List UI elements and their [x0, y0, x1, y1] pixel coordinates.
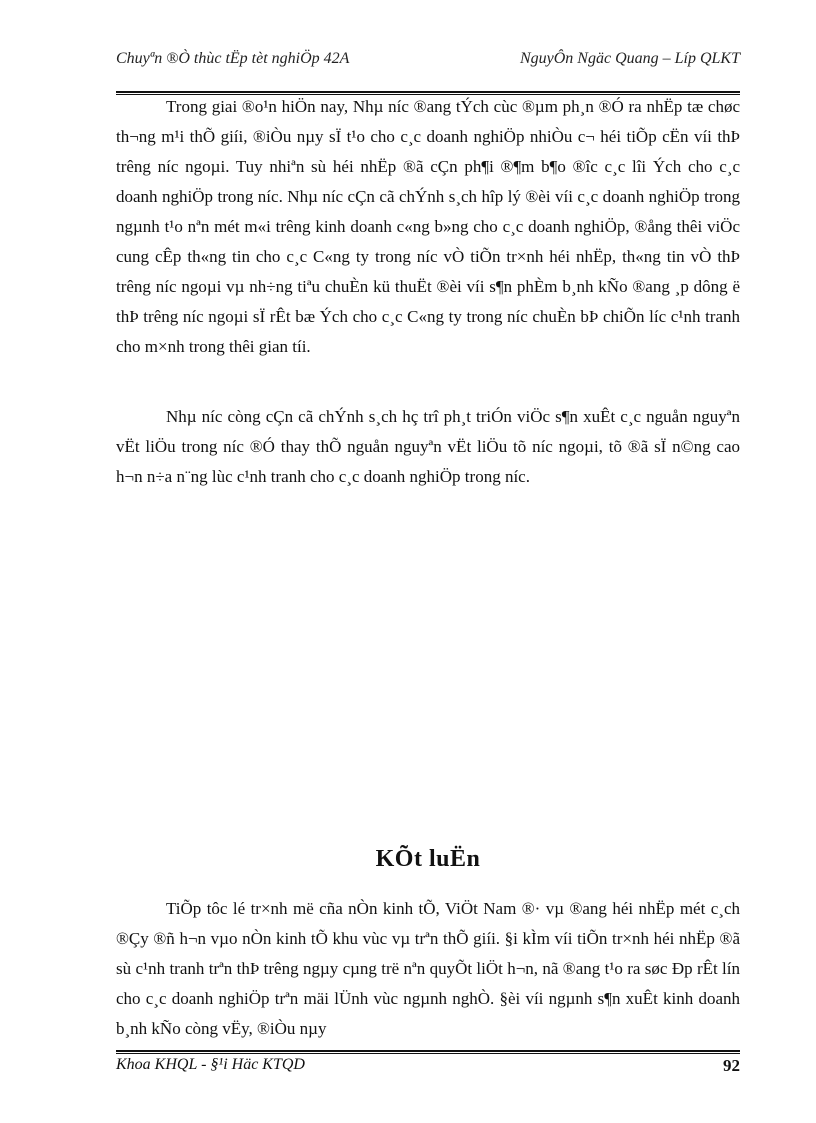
paragraph-2: Nhµ níc còng cÇn cã chÝnh s¸ch hç trî ph¸t triÓn viÖc s¶n xuÊt c¸c nguån nguyªn vËt liÖu trong níc ®Ó thay thÕ nguån nguyªn vËt liÖu tõ níc ngoµi, tõ ®ã sÏ n©ng cao h¬n n÷a n¨ng lùc c¹nh tranh cho c¸c doanh nghiÖp trong níc.: [116, 407, 740, 486]
page-footer: [116, 1056, 740, 1080]
page-number: 92: [723, 1056, 740, 1075]
page-header: [116, 49, 740, 91]
paragraph-1: Trong giai ®o¹n hiÖn nay, Nhµ níc ®ang tÝch cùc ®µm ph¸n ®Ó ra nhËp tæ chøc th¬ng m¹i thÕ giíi, ®iÒu nµy sÏ t¹o cho c¸c doanh nghiÖp nhiÒu c¬ héi tiÕp cËn víi thÞ trêng níc ngoµi. Tuy nhiªn sù héi nhËp ®ã cÇn ph¶i ®¶m b¶o ®îc c¸c lîi Ých cho c¸c doanh nghiÖp trong níc. Nhµ níc cÇn cã chÝnh s¸ch hîp lý ®èi víi c¸c doanh nghiÖp trong ngµnh t¹o nªn mét m«i trêng kinh doanh c«ng b»ng cho c¸c doanh nghiÖp, ®ång thêi viÖc cung cÊp th«ng tin cho c¸c C«ng ty trong níc vÒ tiÕn tr×nh héi nhËp, th«ng tin vÒ thÞ trêng níc ngoµi vµ nh÷ng tiªu chuÈn kü thuËt ®èi víi s¶n phÈm b¸nh kÑo ®ang ¸p dông ë thÞ trêng níc ngoµi sÏ rÊt bæ Ých cho c¸c C«ng ty trong níc chuÈn bÞ chiÕn líc c¹nh tranh cho m×nh trong thêi gian tíi.: [116, 97, 740, 356]
header-author: NguyÔn Ngäc Quang – Líp QLKT: [519, 50, 740, 67]
footer-divider-thin: [116, 1053, 740, 1054]
footer-divider: [116, 1050, 740, 1052]
section-heading: KÕt luËn: [375, 846, 481, 872]
conclusion-paragraph: TiÕp tôc lé tr×nh më cña nÒn kinh tÕ, ViÖt Nam ®· vµ ®ang héi nhËp mét c¸ch ®Çy ®ñ h¬n vµo nÒn kinh tÕ khu vùc vµ trªn thÕ giíi. §i kÌm víi tiÕn tr×nh héi nhËp ®ã sù c¹nh tranh trªn thÞ trêng ngµy cµng trë nªn quyÕt liÖt h¬n, nã ®ang t¹o ra søc Ðp rÊt lín cho c¸c doanh nghiÖp trªn mäi lÜnh vùc ngµnh nghÒ. §èi víi ngµnh s¶n xuÊt kinh doanh b¸nh kÑo còng vËy, ®iÒu nµy: [116, 899, 740, 1038]
footer-faculty: Khoa KHQL - §¹i Häc KTQD: [116, 1056, 305, 1073]
header-thesis-title: Chuyªn ®Ò thùc tËp tèt nghiÖp 42A: [116, 50, 350, 67]
